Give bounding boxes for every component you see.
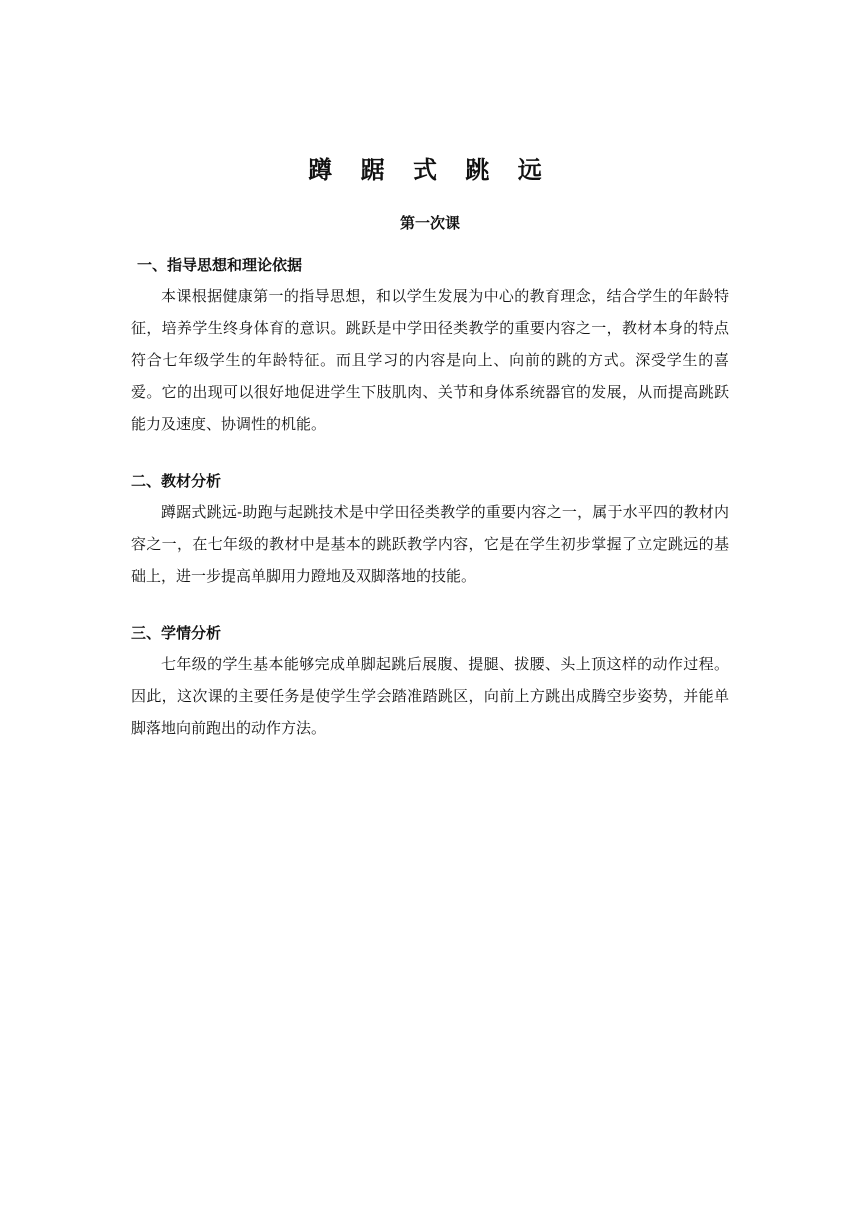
section-heading: 三、学情分析 [131, 624, 222, 642]
section-heading: 二、教材分析 [131, 472, 222, 490]
section-student-analysis [131, 618, 729, 744]
document-title: 蹲 踞 式 跳 远 [308, 156, 552, 184]
section-body: 七年级的学生基本能够完成单脚起跳后展腹、提腿、拔腰、头上顶这样的动作过程。因此，这次课的主要任务是使学生学会踏准踏跳区，向前上方跳出成腾空步姿势，并能单脚落地向前跑出的动作方法。 [131, 655, 729, 737]
document-page [131, 150, 729, 744]
section-heading: 一、指导思想和理论依据 [137, 256, 303, 274]
section-guiding-ideology [131, 250, 729, 440]
document-subtitle: 第一次课 [399, 214, 460, 232]
section-material-analysis [131, 466, 729, 592]
section-body: 本课根据健康第一的指导思想，和以学生发展为中心的教育理念，结合学生的年龄特征，培养学生终身体育的意识。跳跃是中学田径类教学的重要内容之一，教材本身的特点符合七年级学生的年龄特征。而且学习的内容是向上、向前的跳的方式。深受学生的喜爱。它的出现可以很好地促进学生下肢肌肉、关节和身体系统器官的发展，从而提高跳跃能力及速度、协调性的机能。 [131, 287, 729, 433]
section-body: 蹲踞式跳远-助跑与起跳技术是中学田径类教学的重要内容之一，属于水平四的教材内容之一，在七年级的教材中是基本的跳跃教学内容，它是在学生初步掌握了立定跳远的基础上，进一步提高单脚用力蹬地及双脚落地的技能。 [131, 503, 729, 585]
